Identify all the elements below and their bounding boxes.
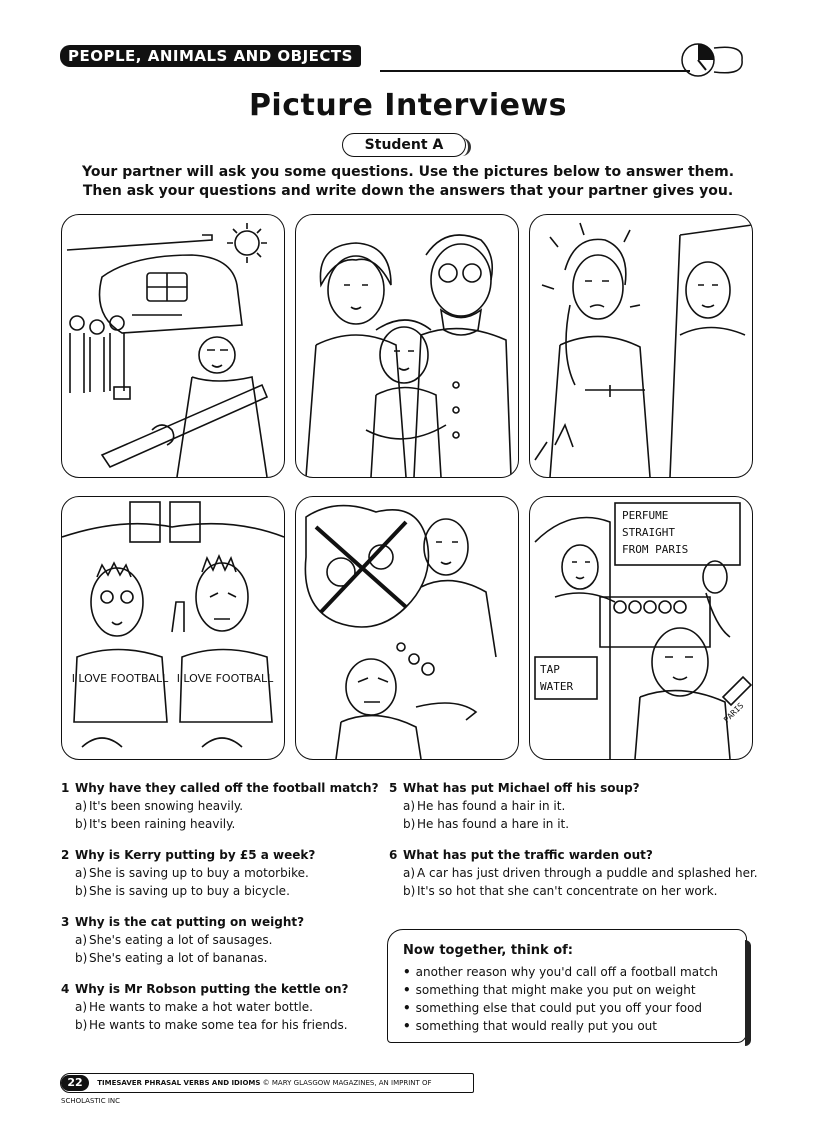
question-number: 6: [389, 848, 398, 862]
picture-2-family: [295, 214, 519, 478]
list-item: • another reason why you'd call off a football match: [403, 963, 746, 981]
answer-option: b) She's eating a lot of bananas.: [75, 951, 268, 965]
list-item: • something that might make you put on weight: [403, 981, 746, 999]
think-together-box: [387, 929, 747, 1043]
question-6: [389, 846, 769, 900]
answer-option: b) He has found a hare in it.: [403, 817, 570, 831]
shirt-text-1: I LOVE FOOTBALL: [71, 672, 169, 685]
picture-4-football-fans: [61, 496, 285, 760]
helicopter-illustration: [62, 215, 284, 477]
picture-1-helicopter: [61, 214, 285, 478]
questions-left-column: [61, 779, 381, 1047]
question-5: [389, 779, 769, 833]
question-3: [61, 913, 381, 967]
answer-option: b) He wants to make some tea for his friends.: [75, 1018, 348, 1032]
dream-illustration: [296, 497, 518, 759]
question-text: What has put Michael off his soup?: [403, 781, 640, 795]
bottle-label: PARIS: [722, 701, 746, 725]
question-2: [61, 846, 381, 900]
picture-6-perfume-stall: [529, 496, 753, 760]
list-item: • something that would really put you out: [403, 1017, 746, 1035]
picture-3-traffic-warden: [529, 214, 753, 478]
think-together-title: Now together, think of:: [403, 943, 574, 958]
question-1: [61, 779, 381, 833]
answer-option: a) She is saving up to buy a motorbike.: [75, 866, 309, 880]
answer-option: a) He wants to make a hot water bottle.: [75, 1000, 313, 1014]
page-title: Picture Interviews: [248, 88, 568, 123]
header-rule: [380, 70, 690, 72]
timesaver-logo-icon: [676, 40, 748, 80]
question-text: What has put the traffic warden out?: [403, 848, 653, 862]
question-4: [61, 980, 381, 1034]
list-item: • something else that could put you off your food: [403, 999, 746, 1017]
answer-option: b) It's been raining heavily.: [75, 817, 236, 831]
family-illustration: [296, 215, 518, 477]
shirt-text-2: I LOVE FOOTBALL: [176, 672, 274, 685]
sign-line-2: STRAIGHT: [622, 526, 675, 539]
section-label: PEOPLE, ANIMALS AND OBJECTS: [60, 45, 361, 67]
answer-option: a) A car has just driven through a puddle and splashed her.: [403, 866, 758, 880]
think-together-list: [388, 963, 746, 1035]
crate-line-2: WATER: [540, 680, 574, 693]
question-text: Why have they called off the football match?: [75, 781, 379, 795]
student-label: Student A: [342, 133, 466, 157]
answer-option: a) She's eating a lot of sausages.: [75, 933, 273, 947]
question-number: 5: [389, 781, 398, 795]
instructions: [60, 163, 756, 201]
copyright: © MARY GLASGOW MAGAZINES, AN IMPRINT OF SCHOLASTIC INC: [61, 1079, 432, 1105]
instruction-line: Your partner will ask you some questions. Use the pictures below to answer them.: [81, 164, 735, 180]
page-footer: [60, 1073, 474, 1105]
traffic-warden-illustration: [530, 215, 752, 477]
answer-option: b) It's so hot that she can't concentrate on her work.: [403, 884, 718, 898]
picture-5-dream: [295, 496, 519, 760]
series-name: TIMESAVER PHRASAL VERBS AND IDIOMS: [97, 1079, 261, 1087]
question-text: Why is Kerry putting by £5 a week?: [75, 848, 316, 862]
question-number: 4: [61, 982, 70, 996]
question-number: 1: [61, 781, 70, 795]
page-number: 22: [61, 1075, 89, 1091]
answer-option: a) It's been snowing heavily.: [75, 799, 244, 813]
answer-option: b) She is saving up to buy a bicycle.: [75, 884, 290, 898]
question-text: Why is the cat putting on weight?: [75, 915, 305, 929]
answer-option: a) He has found a hair in it.: [403, 799, 566, 813]
question-number: 3: [61, 915, 70, 929]
sign-line-1: PERFUME: [622, 509, 669, 522]
sign-line-3: FROM PARIS: [622, 543, 689, 556]
questions-right-column: [389, 779, 769, 913]
perfume-stall-illustration: [530, 497, 752, 759]
question-text: Why is Mr Robson putting the kettle on?: [75, 982, 349, 996]
football-fans-illustration: [62, 497, 284, 759]
question-number: 2: [61, 848, 70, 862]
crate-line-1: TAP: [540, 663, 560, 676]
instruction-line: Then ask your questions and write down the answers that your partner gives you.: [82, 183, 734, 199]
